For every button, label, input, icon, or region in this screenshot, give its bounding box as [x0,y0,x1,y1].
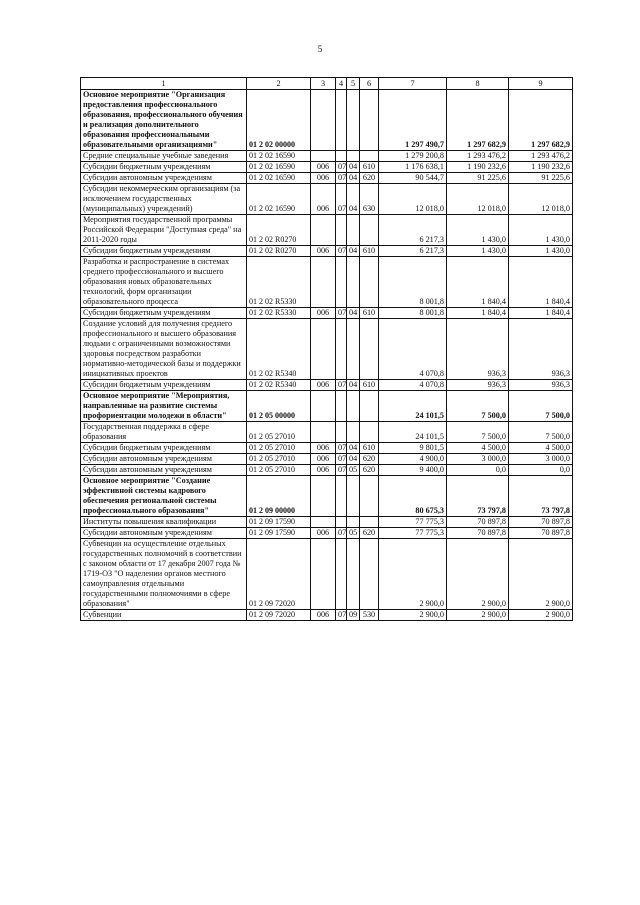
amount-year1-cell: 4 070,8 [379,380,447,391]
amount-year2-cell: 1 293 476,2 [447,151,509,162]
section-cell: 07 [336,246,347,257]
section-cell [336,539,347,610]
amount-year3-cell: 1 293 476,2 [509,151,573,162]
amount-year1-cell: 90 544,7 [379,173,447,184]
amount-year3-cell: 91 225,6 [509,173,573,184]
subsection-cell: 04 [347,184,360,215]
subsection-cell: 05 [347,528,360,539]
section-cell [336,257,347,308]
amount-year3-cell: 70 897,8 [509,528,573,539]
expense-type-cell [360,215,379,246]
amount-year2-cell: 2 900,0 [447,539,509,610]
department-code-cell [311,476,336,517]
row-name-cell: Субсидии бюджетным учреждениям [81,308,247,319]
expense-type-cell: 620 [360,173,379,184]
table-row [81,610,573,621]
row-name-cell: Мероприятия государственной программы Российской Федерации "Доступная среда" на 2011-2020 годы [81,215,247,246]
expense-type-cell [360,391,379,422]
table-row [81,151,573,162]
expense-type-cell [360,257,379,308]
subsection-cell: 04 [347,443,360,454]
department-code-cell [311,422,336,443]
header-cell: 8 [447,78,509,90]
row-name-cell: Субсидии бюджетным учреждениям [81,246,247,257]
header-cell: 1 [81,78,247,90]
amount-year2-cell: 1 840,4 [447,308,509,319]
row-name-cell: Субсидии автономным учреждениям [81,173,247,184]
target-code-cell: 01 2 02 R5340 [247,319,311,380]
row-name-cell: Государственная поддержка в сфере образования [81,422,247,443]
amount-year3-cell: 7 500,0 [509,391,573,422]
expense-type-cell: 610 [360,246,379,257]
department-code-cell: 006 [311,610,336,621]
department-code-cell: 006 [311,465,336,476]
section-cell: 07 [336,528,347,539]
amount-year1-cell: 8 001,8 [379,257,447,308]
section-cell: 07 [336,610,347,621]
target-code-cell: 01 2 09 72020 [247,539,311,610]
department-code-cell [311,539,336,610]
department-code-cell [311,391,336,422]
section-cell: 07 [336,308,347,319]
row-name-cell: Субсидии некоммерческим организациям (за исключением государственных (муниципальных) учреждений) [81,184,247,215]
subsection-cell: 04 [347,454,360,465]
section-cell: 07 [336,443,347,454]
subsection-cell: 04 [347,162,360,173]
department-code-cell [311,517,336,528]
subsection-cell: 04 [347,246,360,257]
page-number: 5 [317,44,323,54]
department-code-cell: 006 [311,454,336,465]
amount-year3-cell: 1 430,0 [509,215,573,246]
expense-type-cell: 620 [360,465,379,476]
target-code-cell: 01 2 02 R5330 [247,308,311,319]
subsection-cell [347,215,360,246]
department-code-cell: 006 [311,184,336,215]
target-code-cell: 01 2 02 R5330 [247,257,311,308]
expense-type-cell [360,90,379,151]
subsection-cell: 04 [347,173,360,184]
amount-year3-cell: 1 297 682,9 [509,90,573,151]
department-code-cell: 006 [311,162,336,173]
row-name-cell: Институты повышения квалификации [81,517,247,528]
expense-type-cell [360,517,379,528]
target-code-cell: 01 2 02 16590 [247,173,311,184]
row-name-cell: Субвенции на осуществление отдельных государственных полномочий в соответствии с законом области от 17 декабря 2007 года № 1719-ОЗ "О наделении органов местного самоуправления отдельными государственными полномочиями в сфере образования" [81,539,247,610]
department-code-cell: 006 [311,443,336,454]
amount-year3-cell: 1 430,0 [509,246,573,257]
amount-year1-cell: 1 279 200,8 [379,151,447,162]
amount-year1-cell: 2 900,0 [379,610,447,621]
table-row [81,380,573,391]
target-code-cell: 01 2 05 27010 [247,443,311,454]
table-row [81,476,573,517]
amount-year2-cell: 0,0 [447,465,509,476]
table-row [81,184,573,215]
table-header-row [81,78,573,90]
header-cell: 9 [509,78,573,90]
expense-type-cell: 610 [360,443,379,454]
target-code-cell: 01 2 02 16590 [247,151,311,162]
subsection-cell [347,422,360,443]
amount-year2-cell: 1 430,0 [447,246,509,257]
row-name-cell: Основное мероприятие "Мероприятия, направленные на развитие системы профориентации молодежи в области" [81,391,247,422]
amount-year2-cell: 1 430,0 [447,215,509,246]
amount-year3-cell: 3 000,0 [509,454,573,465]
section-cell [336,151,347,162]
row-name-cell: Субсидии бюджетным учреждениям [81,443,247,454]
header-cell: 5 [347,78,360,90]
expense-type-cell: 530 [360,610,379,621]
amount-year2-cell: 936,3 [447,380,509,391]
subsection-cell [347,151,360,162]
target-code-cell: 01 2 09 72020 [247,610,311,621]
amount-year2-cell: 7 500,0 [447,391,509,422]
amount-year1-cell: 77 775,3 [379,528,447,539]
row-name-cell: Субсидии автономным учреждениям [81,465,247,476]
row-name-cell: Основное мероприятие "Создание эффективной системы кадрового обеспечения региональной системы профессионального образования" [81,476,247,517]
amount-year2-cell: 936,3 [447,319,509,380]
section-cell: 07 [336,184,347,215]
section-cell: 07 [336,380,347,391]
section-cell: 07 [336,162,347,173]
amount-year2-cell: 73 797,8 [447,476,509,517]
section-cell [336,391,347,422]
amount-year2-cell: 70 897,8 [447,528,509,539]
subsection-cell [347,319,360,380]
amount-year3-cell: 2 900,0 [509,610,573,621]
amount-year3-cell: 936,3 [509,319,573,380]
amount-year1-cell: 24 101,5 [379,391,447,422]
amount-year3-cell: 1 190 232,6 [509,162,573,173]
amount-year1-cell: 6 217,3 [379,215,447,246]
expense-type-cell [360,476,379,517]
target-code-cell: 01 2 05 27010 [247,422,311,443]
target-code-cell: 01 2 02 16590 [247,162,311,173]
row-name-cell: Субсидии автономным учреждениям [81,528,247,539]
section-cell [336,215,347,246]
amount-year3-cell: 0,0 [509,465,573,476]
amount-year1-cell: 1 176 638,1 [379,162,447,173]
table-row [81,391,573,422]
target-code-cell: 01 2 02 R0270 [247,215,311,246]
expense-type-cell: 610 [360,308,379,319]
section-cell [336,422,347,443]
table-body [81,90,573,621]
table-row [81,257,573,308]
subsection-cell [347,539,360,610]
department-code-cell: 006 [311,173,336,184]
target-code-cell: 01 2 09 17590 [247,528,311,539]
amount-year2-cell: 3 000,0 [447,454,509,465]
header-cell: 2 [247,78,311,90]
department-code-cell [311,319,336,380]
amount-year3-cell: 1 840,4 [509,257,573,308]
table-row [81,465,573,476]
amount-year1-cell: 4 070,8 [379,319,447,380]
table-row [81,539,573,610]
amount-year1-cell: 24 101,5 [379,422,447,443]
amount-year3-cell: 4 500,0 [509,443,573,454]
subsection-cell [347,517,360,528]
subsection-cell [347,476,360,517]
row-name-cell: Создание условий для получения среднего профессионального и высшего образования людьми с ограниченными возможностями здоровья посредством разработки нормативно-методической базы и поддержки инициативных проектов [81,319,247,380]
target-code-cell: 01 2 05 00000 [247,391,311,422]
row-name-cell: Основное мероприятие "Организация предоставления профессионального образования, профессионального обучения и реализация дополнительного образования профессиональными образовательными организациями" [81,90,247,151]
expense-type-cell [360,422,379,443]
department-code-cell: 006 [311,380,336,391]
section-cell [336,476,347,517]
amount-year1-cell: 9 400,0 [379,465,447,476]
amount-year2-cell: 70 897,8 [447,517,509,528]
department-code-cell [311,257,336,308]
expense-type-cell [360,539,379,610]
amount-year3-cell: 73 797,8 [509,476,573,517]
table-row [81,173,573,184]
target-code-cell: 01 2 02 16590 [247,184,311,215]
subsection-cell: 04 [347,308,360,319]
amount-year1-cell: 4 900,0 [379,454,447,465]
row-name-cell: Субсидии автономным учреждениям [81,454,247,465]
table-row [81,454,573,465]
amount-year3-cell: 7 500,0 [509,422,573,443]
target-code-cell: 01 2 05 27010 [247,454,311,465]
amount-year2-cell: 1 297 682,9 [447,90,509,151]
target-code-cell: 01 2 02 R5340 [247,380,311,391]
budget-table [80,77,573,621]
expense-type-cell: 610 [360,162,379,173]
amount-year3-cell: 2 900,0 [509,539,573,610]
section-cell [336,90,347,151]
row-name-cell: Субвенции [81,610,247,621]
section-cell [336,517,347,528]
amount-year1-cell: 9 801,5 [379,443,447,454]
subsection-cell: 04 [347,380,360,391]
amount-year2-cell: 91 225,6 [447,173,509,184]
expense-type-cell: 620 [360,528,379,539]
amount-year1-cell: 6 217,3 [379,246,447,257]
table-row [81,422,573,443]
expense-type-cell: 610 [360,380,379,391]
table-row [81,246,573,257]
amount-year2-cell: 4 500,0 [447,443,509,454]
header-cell: 4 [336,78,347,90]
subsection-cell [347,90,360,151]
table-row [81,215,573,246]
department-code-cell: 006 [311,528,336,539]
amount-year2-cell: 1 190 232,6 [447,162,509,173]
amount-year2-cell: 1 840,4 [447,257,509,308]
expense-type-cell [360,151,379,162]
amount-year1-cell: 8 001,8 [379,308,447,319]
section-cell: 07 [336,465,347,476]
header-cell: 3 [311,78,336,90]
header-cell: 6 [360,78,379,90]
table-row [81,517,573,528]
amount-year1-cell: 12 018,0 [379,184,447,215]
target-code-cell: 01 2 09 00000 [247,476,311,517]
subsection-cell [347,257,360,308]
department-code-cell: 006 [311,246,336,257]
section-cell: 07 [336,173,347,184]
row-name-cell: Средние специальные учебные заведения [81,151,247,162]
row-name-cell: Субсидии бюджетным учреждениям [81,380,247,391]
amount-year3-cell: 936,3 [509,380,573,391]
section-cell: 07 [336,454,347,465]
table-row [81,443,573,454]
subsection-cell [347,391,360,422]
amount-year2-cell: 7 500,0 [447,422,509,443]
department-code-cell [311,215,336,246]
target-code-cell: 01 2 05 27010 [247,465,311,476]
target-code-cell: 01 2 02 R0270 [247,246,311,257]
header-cell: 7 [379,78,447,90]
table-row [81,319,573,380]
amount-year2-cell: 12 018,0 [447,184,509,215]
amount-year1-cell: 2 900,0 [379,539,447,610]
amount-year3-cell: 70 897,8 [509,517,573,528]
target-code-cell: 01 2 09 17590 [247,517,311,528]
expense-type-cell [360,319,379,380]
department-code-cell: 006 [311,308,336,319]
amount-year3-cell: 1 840,4 [509,308,573,319]
department-code-cell [311,151,336,162]
amount-year1-cell: 80 675,3 [379,476,447,517]
expense-type-cell: 630 [360,184,379,215]
table-row [81,528,573,539]
row-name-cell: Субсидии бюджетным учреждениям [81,162,247,173]
amount-year3-cell: 12 018,0 [509,184,573,215]
subsection-cell: 09 [347,610,360,621]
department-code-cell [311,90,336,151]
subsection-cell: 05 [347,465,360,476]
section-cell [336,319,347,380]
row-name-cell: Разработка и распространение в системах среднего профессионального и высшего образования новых образовательных технологий, форм организации образовательного процесса [81,257,247,308]
target-code-cell: 01 2 02 00000 [247,90,311,151]
expense-type-cell: 620 [360,454,379,465]
amount-year2-cell: 2 900,0 [447,610,509,621]
table-row [81,308,573,319]
amount-year1-cell: 77 775,3 [379,517,447,528]
amount-year1-cell: 1 297 490,7 [379,90,447,151]
table-row [81,90,573,151]
table-row [81,162,573,173]
